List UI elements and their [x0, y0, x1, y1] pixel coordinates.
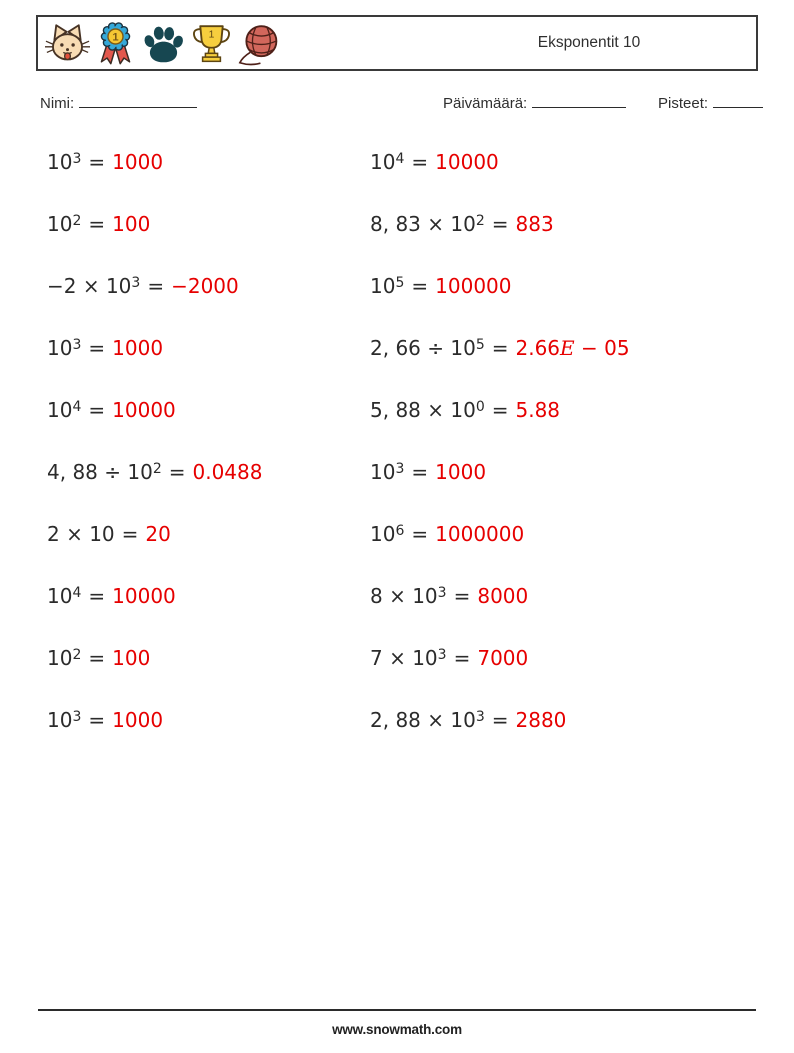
- problem-row: [47, 255, 262, 317]
- problem-row: [47, 131, 262, 193]
- problem-answer: −2000: [171, 274, 239, 298]
- equals-sign: =: [453, 584, 471, 608]
- trophy-icon: [189, 21, 234, 67]
- fields-row: [0, 94, 794, 118]
- problem-answer: 2880: [515, 708, 567, 732]
- problem-row: [47, 317, 262, 379]
- problem-row: [370, 627, 630, 689]
- equals-sign: =: [168, 460, 186, 484]
- trophy-number: 1: [208, 29, 215, 41]
- equals-sign: =: [491, 336, 509, 360]
- problem-answer: 2.66E − 05: [515, 336, 630, 360]
- cat-icon: [45, 21, 90, 67]
- equals-sign: =: [88, 150, 106, 174]
- equals-sign: =: [88, 646, 106, 670]
- points-label: Pisteet:: [658, 95, 709, 112]
- problem-row: [47, 503, 262, 565]
- problem-expression: $10^5$: [370, 274, 405, 298]
- equals-sign: =: [453, 646, 471, 670]
- problem-row: [370, 565, 630, 627]
- equals-sign: =: [411, 274, 429, 298]
- equals-sign: =: [411, 150, 429, 174]
- equals-sign: =: [88, 398, 106, 422]
- medal-icon: [93, 21, 138, 67]
- problem-row: [47, 689, 262, 751]
- problem-answer: 1000: [112, 150, 164, 174]
- problem-expression: 2, $88 \times 10^3$: [370, 708, 485, 732]
- problem-expression: 2 × 10: [47, 522, 115, 546]
- problem-expression: $10^2$: [47, 646, 82, 670]
- problems-column-right: [370, 131, 630, 751]
- problem-answer: 8000: [477, 584, 529, 608]
- problem-expression: $8 \times 10^3$: [370, 584, 447, 608]
- problem-row: [370, 255, 630, 317]
- problem-expression: 4, $88 \div 10^2$: [47, 460, 162, 484]
- problem-answer: 100000: [435, 274, 512, 298]
- problem-row: [370, 689, 630, 751]
- problem-expression: $10^3$: [370, 460, 405, 484]
- problem-answer: 10000: [112, 584, 176, 608]
- problem-expression: $10^6$: [370, 522, 405, 546]
- problem-row: [370, 379, 630, 441]
- date-field: [443, 94, 626, 112]
- equals-sign: =: [88, 708, 106, 732]
- problem-answer: 10000: [112, 398, 176, 422]
- name-label: Nimi:: [40, 95, 75, 112]
- problem-expression: $10^2$: [47, 212, 82, 236]
- problem-expression: $10^3$: [47, 708, 82, 732]
- equals-sign: =: [491, 212, 509, 236]
- name-field: [40, 94, 197, 112]
- problem-expression: 8, $83 \times 10^2$: [370, 212, 485, 236]
- problem-answer: 1000: [112, 708, 164, 732]
- equals-sign: =: [147, 274, 165, 298]
- date-label: Päivämäärä:: [443, 95, 528, 112]
- equals-sign: =: [411, 522, 429, 546]
- footer-divider: [38, 1009, 756, 1011]
- header-icon-row: [45, 21, 282, 67]
- problem-expression: $-2 \times 10^3$: [47, 274, 141, 298]
- name-fill-line: [79, 94, 197, 108]
- problem-expression: $10^3$: [47, 150, 82, 174]
- problem-row: [370, 441, 630, 503]
- problem-row: [370, 317, 630, 379]
- problem-expression: $10^4$: [47, 398, 82, 422]
- problem-row: [47, 441, 262, 503]
- equals-sign: =: [491, 398, 509, 422]
- points-fill-line: [713, 94, 763, 108]
- points-field: [658, 94, 763, 112]
- problem-answer: 7000: [477, 646, 529, 670]
- problem-answer: 0.0488: [192, 460, 263, 484]
- problem-expression: 5, $88 \times 10^0$: [370, 398, 485, 422]
- problem-row: [370, 503, 630, 565]
- equals-sign: =: [88, 212, 106, 236]
- page-title: Eksponentit 10: [537, 34, 641, 51]
- problem-answer: 100: [112, 646, 151, 670]
- problem-row: [370, 131, 630, 193]
- problem-row: [47, 627, 262, 689]
- problems-column-left: [47, 131, 262, 751]
- equals-sign: =: [88, 336, 106, 360]
- paw-icon: [141, 21, 186, 67]
- equals-sign: =: [411, 460, 429, 484]
- problem-expression: $10^4$: [47, 584, 82, 608]
- problem-row: [47, 193, 262, 255]
- header-box: [36, 15, 758, 71]
- problem-answer: 10000: [435, 150, 499, 174]
- date-fill-line: [532, 94, 626, 108]
- equals-sign: =: [491, 708, 509, 732]
- problem-expression: $7 \times 10^3$: [370, 646, 447, 670]
- problem-answer: 883: [515, 212, 554, 236]
- problem-answer: 1000: [112, 336, 164, 360]
- yarn-icon: [237, 21, 282, 67]
- problem-answer: 1000000: [435, 522, 525, 546]
- problem-answer: 100: [112, 212, 151, 236]
- problem-expression: $10^3$: [47, 336, 82, 360]
- problem-expression: 2, $66 \div 10^5$: [370, 336, 485, 360]
- equals-sign: =: [121, 522, 139, 546]
- problem-row: [47, 379, 262, 441]
- problem-row: [370, 193, 630, 255]
- equals-sign: =: [88, 584, 106, 608]
- problem-answer: 1000: [435, 460, 487, 484]
- problem-row: [47, 565, 262, 627]
- problem-answer: 20: [145, 522, 171, 546]
- footer-url: www.snowmath.com: [332, 1022, 462, 1037]
- problem-expression: $10^4$: [370, 150, 405, 174]
- medal-number: 1: [112, 31, 119, 44]
- problem-answer: 5.88: [515, 398, 561, 422]
